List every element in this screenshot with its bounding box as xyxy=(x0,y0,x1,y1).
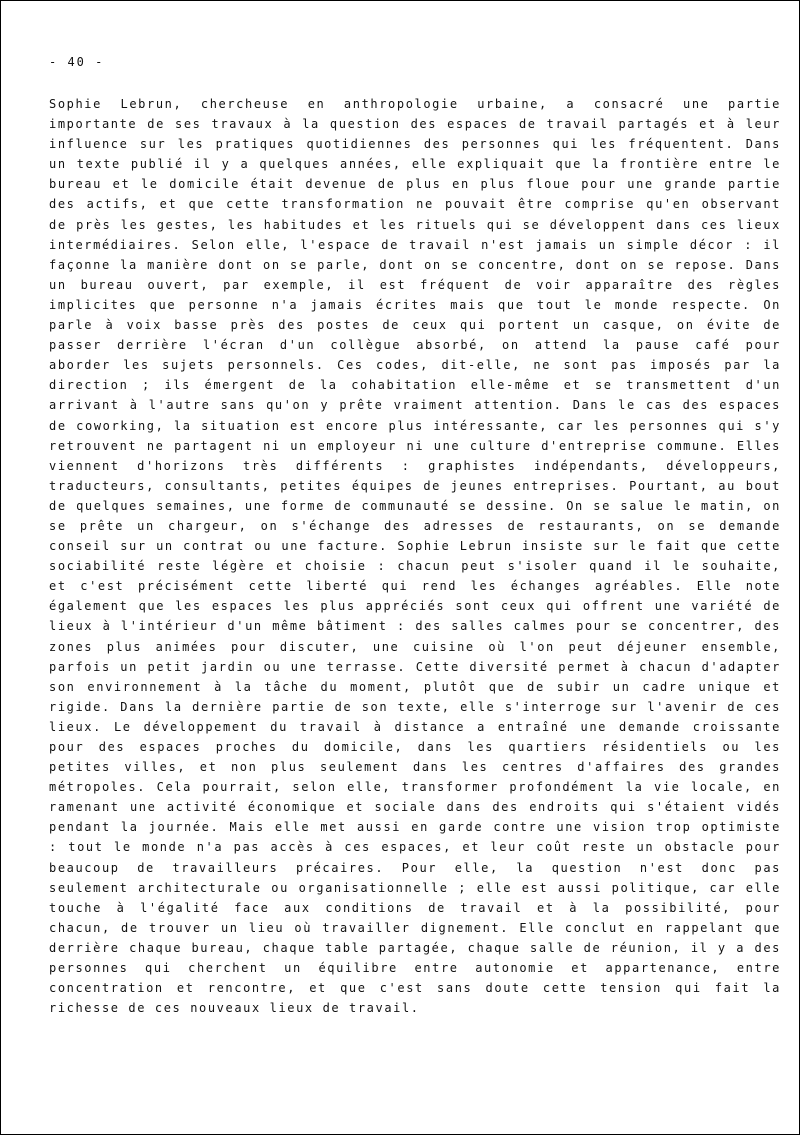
body-paragraph: Sophie Lebrun, chercheuse en anthropologie urbaine, a consacré une partie importante de ses travaux à la question des espaces de travail partagés et à leur influence sur les pratiques quotidiennes des personnes qui les fréquentent. Dans un texte publié il y a quelques années, elle expliquait que la frontière entre le bureau et le domicile était devenue de plus en plus floue pour une grande partie des actifs, et que cette transformation ne pouvait être comprise qu'en observant de près les gestes, les habitudes et les rituels qui se développent dans ces lieux intermédiaires. Selon elle, l'espace de travail n'est jamais un simple décor : il façonne la manière dont on se parle, dont on se concentre, dont on se repose. Dans un bureau ouvert, par exemple, il est fréquent de voir apparaître des règles implicites que personne n'a jamais écrites mais que tout le monde respecte. On parle à voix basse près des postes de ceux qui portent un casque, on évite de passer derrière l'écran d'un collègue absorbé, on attend la pause café pour aborder les sujets personnels. Ces codes, dit-elle, ne sont pas imposés par la direction ; ils émergent de la cohabitation elle-même et se transmettent d'un arrivant à l'autre sans qu'on y prête vraiment attention. Dans le cas des espaces de coworking, la situation est encore plus intéressante, car les personnes qui s'y retrouvent ne partagent ni un employeur ni une culture d'entreprise commune. Elles viennent d'horizons très différents : graphistes indépendants, développeurs, traducteurs, consultants, petites équipes de jeunes entreprises. Pourtant, au bout de quelques semaines, une forme de communauté se dessine. On se salue le matin, on se prête un chargeur, on s'échange des adresses de restaurants, on se demande conseil sur un contrat ou une facture. Sophie Lebrun insiste sur le fait que cette sociabilité reste légère et choisie : chacun peut s'isoler quand il le souhaite, et c'est précisément cette liberté qui rend les échanges agréables. Elle note également que les espaces les plus appréciés sont ceux qui offrent une variété de lieux à l'intérieur d'un même bâtiment : des salles calmes pour se concentrer, des zones plus animées pour discuter, une cuisine où l'on peut déjeuner ensemble, parfois un petit jardin ou une terrasse. Cette diversité permet à chacun d'adapter son environnement à la tâche du moment, plutôt que de subir un cadre unique et rigide. Dans la dernière partie de son texte, elle s'interroge sur l'avenir de ces lieux. Le développement du travail à distance a entraîné une demande croissante pour des espaces proches du domicile, dans les quartiers résidentiels ou les petites villes, et non plus seulement dans les centres d'affaires des grandes métropoles. Cela pourrait, selon elle, transformer profondément la vie locale, en ramenant une activité économique et sociale dans des endroits qui s'étaient vidés pendant la journée. Mais elle met aussi en garde contre une vision trop optimiste : tout le monde n'a pas accès à ces espaces, et leur coût reste un obstacle pour beaucoup de travailleurs précaires. Pour elle, la question n'est donc pas seulement architecturale ou organisationnelle ; elle est aussi politique, car elle touche à l'égalité face aux conditions de travail et à la possibilité, pour chacun, de trouver un lieu où travailler dignement. Elle conclut en rappelant que derrière chaque bureau, chaque table partagée, chaque salle de réunion, il y a des personnes qui cherchent un équilibre entre autonomie et appartenance, entre concentration et rencontre, et que c'est sans doute cette tension qui fait la richesse de ces nouveaux lieux de travail. xyxy=(49,97,781,1016)
page-number: - 40 - xyxy=(49,55,105,69)
